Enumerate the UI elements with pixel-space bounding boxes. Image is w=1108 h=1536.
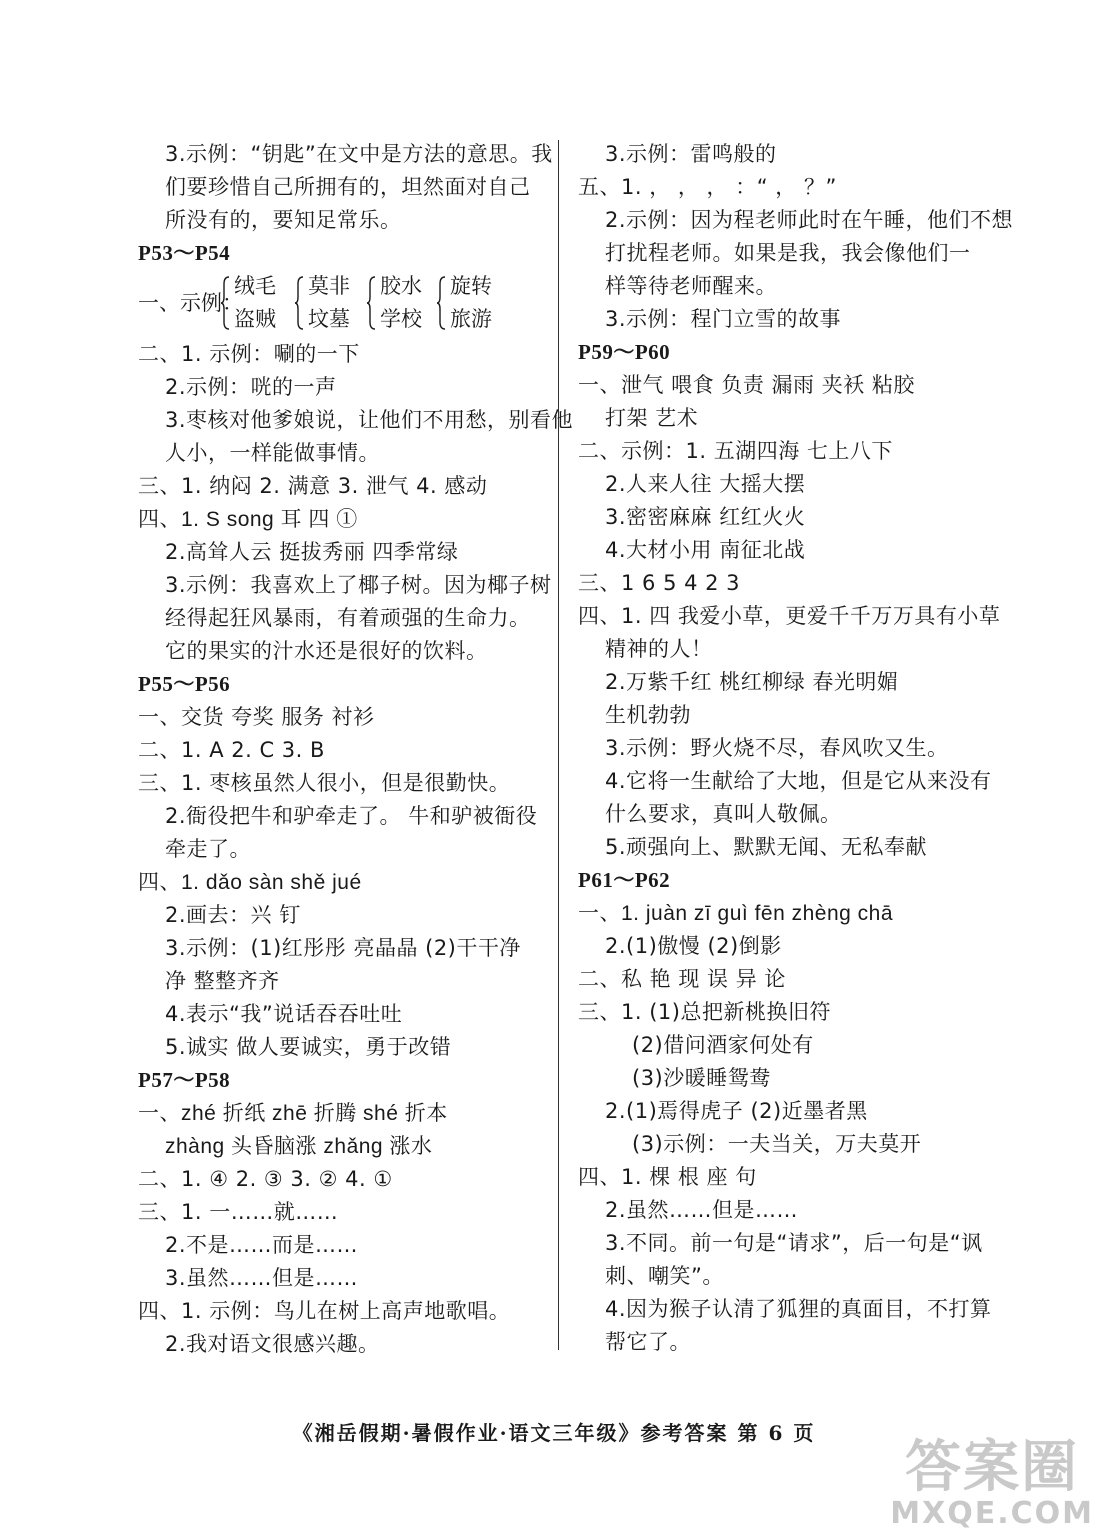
answer-line: 们要珍惜自己所拥有的，坦然面对自己 (165, 175, 531, 199)
answer-line: 牵走了。 (165, 837, 251, 861)
answer-line: 刺、嘲笑”。 (605, 1264, 724, 1288)
answer-line: 帮它了。 (605, 1330, 691, 1354)
answer-line: 4.表示“我”说话吞吞吐吐 (165, 1002, 403, 1026)
word-pair (308, 270, 350, 336)
answer-line: 5.诚实 做人要诚实，勇于改错 (165, 1035, 452, 1059)
answer-line: 2.(1)傲慢 (2)倒影 (605, 934, 782, 958)
answer-line: 四、1. S song 耳 四 ① (138, 508, 358, 531)
curly-brace-icon (294, 276, 304, 330)
answer-line: 四、1. dǎo sàn shě jué (138, 871, 362, 894)
answer-line: (2)借问酒家何处有 (632, 1033, 814, 1057)
word: 盗贼 (234, 307, 276, 331)
answer-line: 2.高耸人云 挺拔秀丽 四季常绿 (165, 540, 459, 564)
word: 学校 (380, 307, 422, 331)
answer-line: 3.密密麻麻 红红火火 (605, 505, 806, 529)
answer-line: 三、1. 纳闷 2. 满意 3. 泄气 4. 感动 (138, 474, 488, 498)
watermark-logo (890, 1435, 1094, 1531)
word-pair (380, 270, 422, 336)
word: 坟墓 (308, 307, 350, 331)
section-heading: P59～P60 (578, 340, 671, 364)
watermark-title: 答案圈 (905, 1435, 1080, 1500)
answer-line: 2.画去：兴 钉 (165, 903, 301, 927)
answer-line: 所没有的，要知足常乐。 (165, 208, 402, 232)
answer-line: 3.示例：雷鸣般的 (605, 142, 777, 166)
word-pair (234, 270, 276, 336)
column-divider (558, 140, 559, 1350)
answer-line: 2.(1)焉得虎子 (2)近墨者黑 (605, 1099, 868, 1123)
answer-line: 生机勃勃 (605, 703, 691, 727)
section-heading: P53～P54 (138, 241, 231, 265)
answer-line: 4.它将一生献给了大地，但是它从来没有 (605, 769, 992, 793)
answer-label: 一、示例： (138, 291, 243, 315)
answer-line: 它的果实的汁水还是很好的饮料。 (165, 639, 488, 663)
watermark-url: MXQE.COM (890, 1496, 1094, 1531)
right-column (578, 138, 1014, 1359)
answer-line: 一、1. juàn zī guì fēn zhèng chā (578, 902, 894, 925)
answer-line: 三、1 6 5 4 2 3 (578, 571, 741, 595)
answer-line: 样等待老师醒来。 (605, 274, 777, 298)
answer-line: (3)示例：一夫当关，万夫莫开 (632, 1132, 922, 1156)
answer-line: 打扰程老师。如果是我，我会像他们一 (605, 241, 971, 265)
answer-line: 五、1. ， ， ， ：“ ， ？” (578, 175, 837, 199)
curly-brace-icon (220, 276, 230, 330)
answer-line: 2.万紫千红 桃红柳绿 春光明媚 (605, 670, 899, 694)
brace-answer-block (138, 270, 550, 338)
answer-line: (3)沙暖睡鸳鸯 (632, 1066, 771, 1090)
word: 旅游 (450, 307, 492, 331)
section-heading: P61～P62 (578, 868, 671, 892)
curly-brace-icon (366, 276, 376, 330)
answer-line: 2.示例：因为程老师此时在午睡，他们不想 (605, 208, 1014, 232)
word-pair (450, 270, 492, 336)
word: 绒毛 (234, 274, 276, 298)
answer-line: 3.示例：“钥匙”在文中是方法的意思。我 (165, 142, 553, 166)
answer-line: 三、1. 一……就…… (138, 1200, 339, 1224)
section-heading: P55～P56 (138, 672, 231, 696)
answer-line: 5.顽强向上、默默无闻、无私奉献 (605, 835, 928, 859)
answer-line: 3.示例：我喜欢上了椰子树。因为椰子树 (165, 573, 552, 597)
answer-line: 2.我对语文很感兴趣。 (165, 1332, 380, 1356)
answer-line: 3.示例：程门立雪的故事 (605, 307, 842, 331)
answer-line: 四、1. 四 我爱小草，更爱千千万万具有小草 (578, 604, 1001, 628)
answer-line: 打架 艺术 (605, 406, 699, 430)
answer-line: 三、1. 枣核虽然人很小，但是很勤快。 (138, 771, 511, 795)
answer-line: 2.虽然……但是…… (605, 1198, 799, 1222)
left-column (138, 138, 574, 1361)
answer-line: 2.衙役把牛和驴牵走了。 牛和驴被衙役 (165, 804, 538, 828)
answer-line: 经得起狂风暴雨，有着顽强的生命力。 (165, 606, 531, 630)
section-heading: P57～P58 (138, 1068, 231, 1092)
answer-line: 4.因为猴子认清了狐狸的真面目，不打算 (605, 1297, 992, 1321)
answer-line: 二、示例：1. 五湖四海 七上八下 (578, 439, 893, 463)
answer-line: 2.人来人往 大摇大摆 (605, 472, 806, 496)
answer-line: 人小，一样能做事情。 (165, 441, 380, 465)
word: 旋转 (450, 274, 492, 298)
answer-line: 二、私 艳 现 误 异 论 (578, 967, 786, 991)
answer-line: 一、交货 夸奖 服务 衬衫 (138, 705, 375, 729)
answer-line: 3.示例：(1)红彤彤 亮晶晶 (2)干干净 (165, 936, 521, 960)
answer-line: 3.虽然……但是…… (165, 1266, 359, 1290)
answer-line: 2.示例：咣的一声 (165, 375, 337, 399)
word: 胶水 (380, 274, 422, 298)
answer-line: 三、1. (1)总把新桃换旧符 (578, 1000, 831, 1024)
curly-brace-icon (436, 276, 446, 330)
answer-line: 精神的人！ (605, 637, 713, 661)
answer-line: zhàng 头昏脑涨 zhǎng 涨水 (165, 1135, 433, 1158)
answer-line: 3.枣核对他爹娘说，让他们不用愁，别看他 (165, 408, 574, 432)
answer-line: 净 整整齐齐 (165, 969, 280, 993)
answer-line: 四、1. 棵 根 座 句 (578, 1165, 757, 1189)
answer-line: 什么要求，真叫人敬佩。 (605, 802, 842, 826)
word: 莫非 (308, 274, 350, 298)
answer-line: 一、zhé 折纸 zhē 折腾 shé 折本 (138, 1102, 448, 1125)
answer-line: 二、1. A 2. C 3. B (138, 738, 325, 762)
answer-line: 四、1. 示例：鸟儿在树上高声地歌唱。 (138, 1299, 511, 1323)
answer-line: 4.大材小用 南征北战 (605, 538, 806, 562)
answer-line: 3.示例：野火烧不尽，春风吹又生。 (605, 736, 949, 760)
page-footer: 《湘岳假期·暑假作业·语文三年级》参考答案 第 6 页 (292, 1421, 816, 1445)
answer-line: 3.不同。前一句是“请求”，后一句是“讽 (605, 1231, 983, 1255)
answer-line: 二、1. 示例：唰的一下 (138, 342, 360, 366)
answer-line: 2.不是……而是…… (165, 1233, 359, 1257)
answer-line: 二、1. ④ 2. ③ 3. ② 4. ① (138, 1167, 393, 1191)
answer-line: 一、泄气 喂食 负责 漏雨 夹袄 粘胶 (578, 373, 915, 397)
